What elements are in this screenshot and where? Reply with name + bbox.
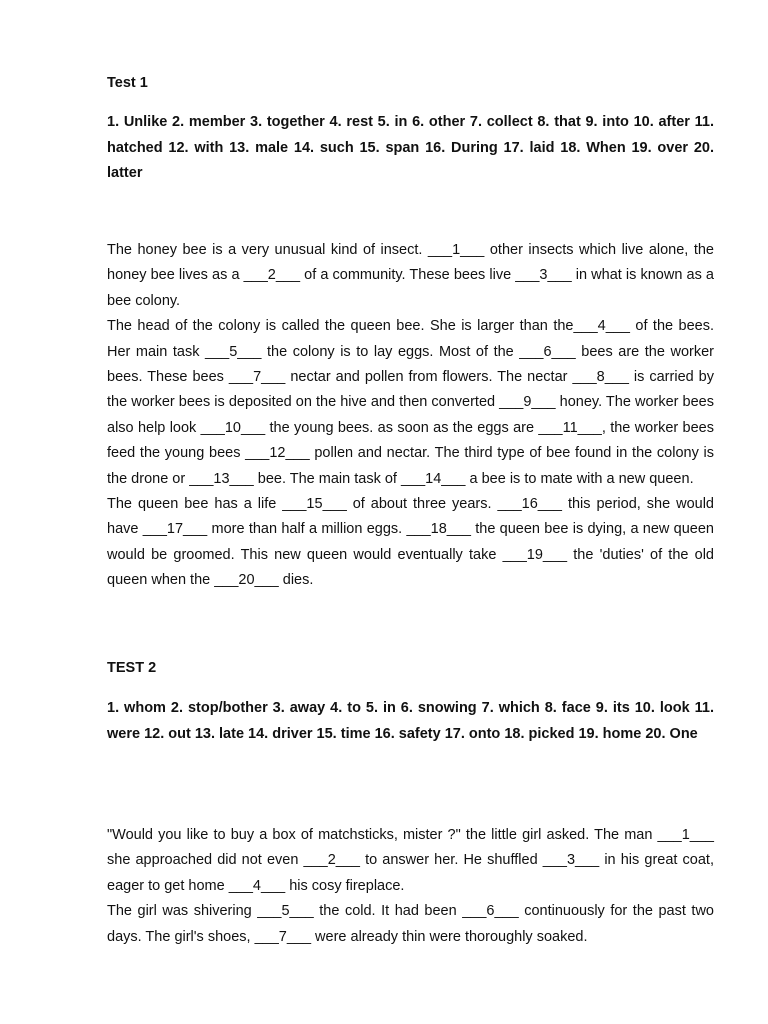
test2-passage [107, 823, 714, 950]
test1-answer-key: 1. Unlike 2. member 3. together 4. rest 5. in 6. other 7. collect 8. that 9. into 10. after 11. hatched 12. with 13. male 14. such 15. span 16. During 17. laid 18. When 19. over 20. latter [107, 114, 714, 181]
test2-paragraph-2: The girl was shivering ___5___ the cold. It had been ___6___ continuously for the past two days. The girl's shoes, ___7___ were already thin were thoroughly soaked. [107, 903, 714, 945]
test1-paragraph-3: The queen bee has a life ___15___ of about three years. ___16___ this period, she would have ___17___ more than half a million eggs. ___18___ the queen bee is dying, a new queen would be groomed. This new queen would eventually take ___19___ the 'duties' of the old queen when the ___20___ dies. [107, 496, 714, 589]
test1-paragraph-2: The head of the colony is called the queen bee. She is larger than the___4___ of the bees. Her main task ___5___ the colony is to lay eggs. Most of the ___6___ bees are the worker bees. These bees ___7___ nectar and pollen from flowers. The nectar ___8___ is carried by the worker bees is deposited on the hive and then converted ___9___ honey. The worker bees also help look ___10___ the young bees. as soon as the eggs are ___11___, the worker bees feed the young bees ___12___ pollen and nectar. The third type of bee found in the colony is the drone or ___13___ bee. The main task of ___14___ a bee is to mate with a new queen. [107, 318, 714, 487]
test1-passage [107, 238, 714, 594]
test1-heading: Test 1 [107, 75, 148, 91]
test2-paragraph-1: "Would you like to buy a box of matchsticks, mister ?" the little girl asked. The man ___1___ she approached did not even ___2___ to answer her. He shuffled ___3___ in his great coat, eager to get home ___4___ his cosy fireplace. [107, 827, 714, 894]
test1-paragraph-1: The honey bee is a very unusual kind of insect. ___1___ other insects which live alone, the honey bee lives as a ___2___ of a community. These bees live ___3___ in what is known as a bee colony. [107, 242, 714, 309]
test2-answer-key: 1. whom 2. stop/bother 3. away 4. to 5. in 6. snowing 7. which 8. face 9. its 10. look 11. were 12. out 13. late 14. driver 15. time 16. safety 17. onto 18. picked 19. home 20. One [107, 700, 714, 742]
test2-heading: TEST 2 [107, 660, 157, 676]
